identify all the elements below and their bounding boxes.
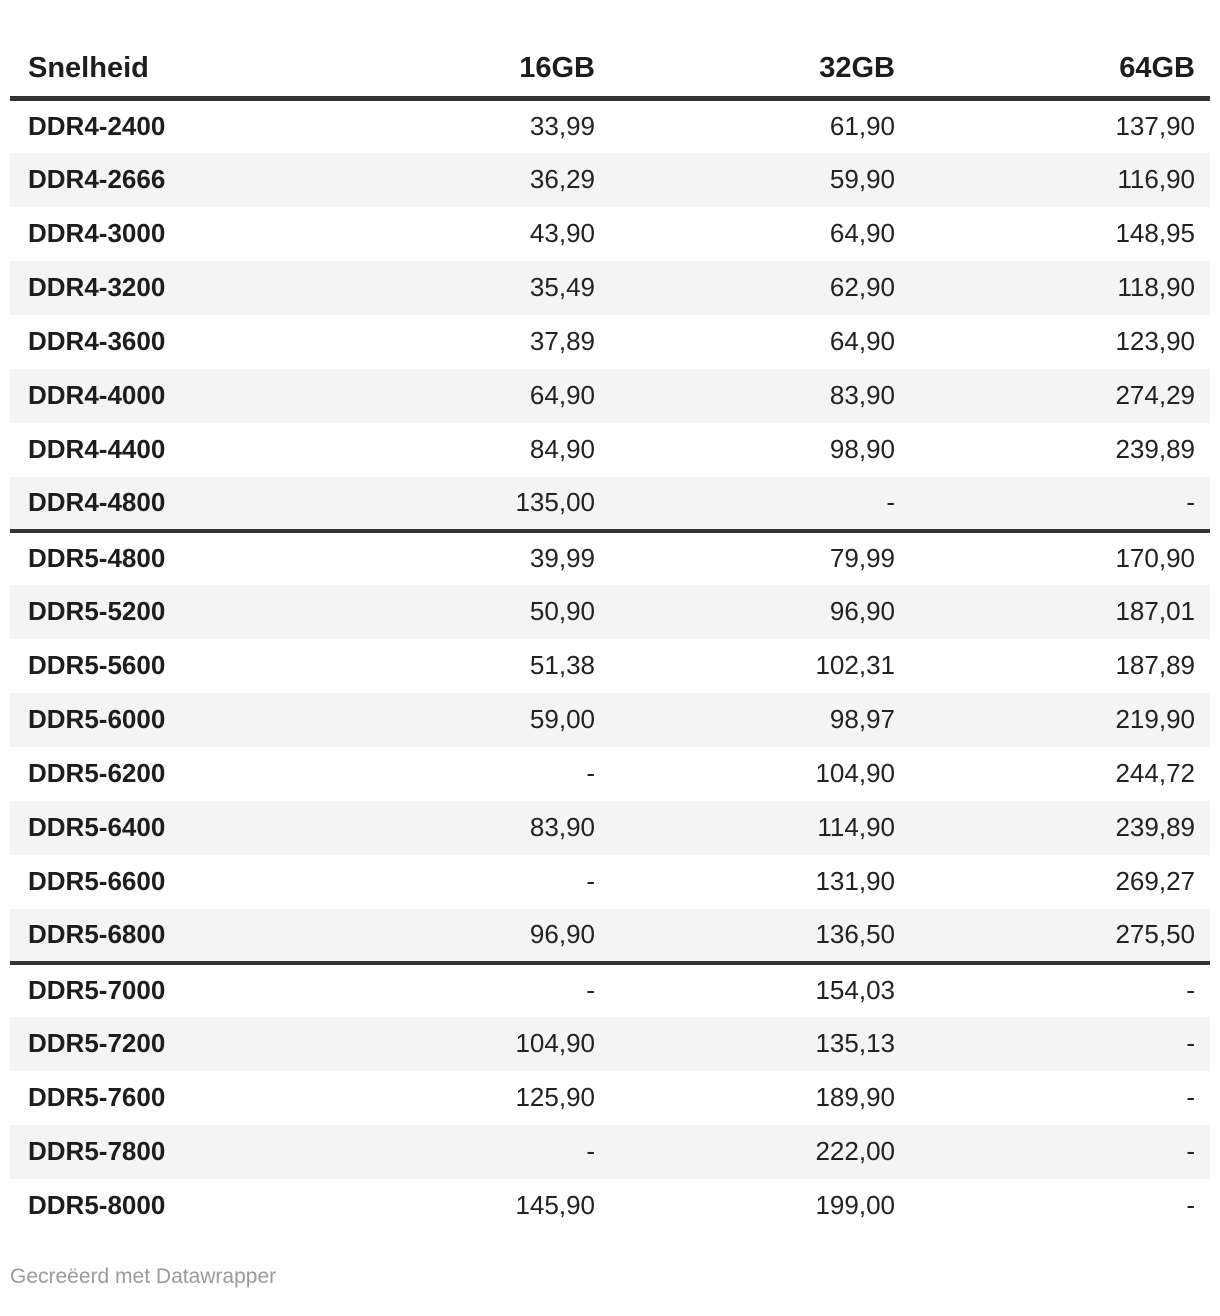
table-row xyxy=(10,99,1210,153)
price-cell: 98,97 xyxy=(829,704,895,734)
price-cell: 189,90 xyxy=(815,1082,895,1112)
datawrapper-link[interactable]: Datawrapper xyxy=(155,1264,277,1288)
row-label: DDR4-3600 xyxy=(28,326,166,356)
price-cell: 64,90 xyxy=(829,218,895,248)
price-cell: - xyxy=(1186,1082,1195,1112)
price-cell: 61,90 xyxy=(829,111,895,142)
price-cell: 37,89 xyxy=(529,326,595,356)
price-cell: 96,90 xyxy=(529,919,595,949)
price-cell: - xyxy=(586,1136,595,1166)
price-cell: 187,89 xyxy=(1115,650,1195,680)
row-label: DDR5-6400 xyxy=(28,812,166,842)
row-label: DDR4-3000 xyxy=(28,218,166,248)
price-cell: 118,90 xyxy=(1117,272,1195,302)
price-cell: 154,03 xyxy=(610,963,910,1017)
row-label: DDR5-6000 xyxy=(28,704,166,734)
price-cell: 274,29 xyxy=(1115,380,1195,410)
price-cell: 269,27 xyxy=(1115,866,1195,896)
price-cell: 239,89 xyxy=(1115,434,1195,464)
price-cell: - xyxy=(586,758,595,788)
table-row xyxy=(10,369,1210,423)
row-label: DDR5-6200 xyxy=(28,758,166,788)
price-cell: 135,13 xyxy=(815,1028,895,1058)
price-cell: - xyxy=(886,487,895,517)
table-row xyxy=(10,207,1210,261)
column-header-64gb: 64GB xyxy=(910,40,1210,99)
price-cell: 50,90 xyxy=(529,596,595,626)
table-row xyxy=(10,585,1210,639)
price-cell: 43,90 xyxy=(529,218,595,248)
table-row xyxy=(10,315,1210,369)
price-cell: - xyxy=(1186,1136,1195,1166)
row-label: DDR5-4800 xyxy=(10,531,310,585)
row-label: DDR5-8000 xyxy=(28,1190,166,1220)
table-row xyxy=(10,1071,1210,1125)
column-header-16gb: 16GB xyxy=(310,40,610,99)
price-cell: 145,90 xyxy=(515,1190,595,1220)
price-cell: 137,90 xyxy=(1115,111,1195,142)
price-cell: - xyxy=(586,866,595,896)
price-cell: 219,90 xyxy=(1115,704,1195,734)
price-cell: 123,90 xyxy=(1115,326,1195,356)
table-row xyxy=(10,639,1210,693)
table-row xyxy=(10,855,1210,909)
price-cell: - xyxy=(1186,1028,1195,1058)
price-cell: 148,95 xyxy=(1115,218,1195,248)
row-label: DDR4-2666 xyxy=(28,164,166,194)
price-cell: - xyxy=(310,963,610,1017)
table-row xyxy=(10,1179,1210,1233)
table-row xyxy=(10,801,1210,855)
price-cell: 244,72 xyxy=(1115,758,1195,788)
price-cell: 104,90 xyxy=(515,1028,595,1058)
price-cell: 84,90 xyxy=(529,434,595,464)
price-cell: 62,90 xyxy=(829,272,895,302)
price-cell: 239,89 xyxy=(1115,812,1195,842)
table-row xyxy=(10,747,1210,801)
price-cell: 51,38 xyxy=(529,650,595,680)
row-label: DDR5-7200 xyxy=(28,1028,166,1058)
price-cell: 83,90 xyxy=(829,380,895,410)
price-cell: 136,50 xyxy=(815,919,895,949)
price-cell: 39,99 xyxy=(310,531,610,585)
price-cell: 131,90 xyxy=(815,866,895,896)
price-cell: - xyxy=(1186,487,1195,517)
table-header xyxy=(10,40,1210,99)
ram-price-table xyxy=(10,40,1210,1233)
price-cell: 64,90 xyxy=(529,380,595,410)
price-cell: 116,90 xyxy=(1117,164,1195,194)
price-cell: 59,90 xyxy=(829,164,895,194)
row-label: DDR5-6800 xyxy=(28,919,166,949)
price-cell: 170,90 xyxy=(910,531,1210,585)
header-row xyxy=(10,40,1210,99)
row-label: DDR4-4400 xyxy=(28,434,166,464)
price-cell: 35,49 xyxy=(529,272,595,302)
table-row xyxy=(10,153,1210,207)
table-row xyxy=(10,1125,1210,1179)
price-cell: 64,90 xyxy=(829,326,895,356)
table-row xyxy=(10,423,1210,477)
price-cell: 187,01 xyxy=(1115,596,1195,626)
column-header-snelheid: Snelheid xyxy=(10,40,310,99)
price-cell: 125,90 xyxy=(515,1082,595,1112)
price-cell: 114,90 xyxy=(817,812,895,842)
table-row xyxy=(10,963,1210,1017)
price-cell: - xyxy=(910,963,1210,1017)
table-row xyxy=(10,909,1210,963)
price-cell: 275,50 xyxy=(1115,919,1195,949)
price-cell: 135,00 xyxy=(515,487,595,517)
row-label: DDR4-4800 xyxy=(28,487,166,517)
table-row xyxy=(10,531,1210,585)
price-cell: 59,00 xyxy=(529,704,595,734)
attribution xyxy=(10,1265,1210,1289)
row-label: DDR4-2400 xyxy=(28,111,166,142)
price-cell: 199,00 xyxy=(815,1190,895,1220)
price-cell: 104,90 xyxy=(815,758,895,788)
column-header-32gb: 32GB xyxy=(610,40,910,99)
price-cell: 98,90 xyxy=(829,434,895,464)
price-cell: 222,00 xyxy=(815,1136,895,1166)
row-label: DDR4-4000 xyxy=(28,380,166,410)
row-label: DDR5-5600 xyxy=(28,650,166,680)
table-row xyxy=(10,477,1210,531)
table-row xyxy=(10,261,1210,315)
row-label: DDR5-5200 xyxy=(28,596,166,626)
row-label: DDR4-3200 xyxy=(28,272,166,302)
table-row xyxy=(10,693,1210,747)
row-label: DDR5-7000 xyxy=(10,963,310,1017)
price-cell: - xyxy=(1186,1190,1195,1220)
price-cell: 83,90 xyxy=(529,812,595,842)
price-cell: 79,99 xyxy=(610,531,910,585)
price-cell: 36,29 xyxy=(529,164,595,194)
row-label: DDR5-6600 xyxy=(28,866,166,896)
row-label: DDR5-7600 xyxy=(28,1082,166,1112)
attribution-text: Gecreëerd met xyxy=(10,1264,156,1288)
price-cell: 96,90 xyxy=(829,596,895,626)
table-body xyxy=(10,99,1210,1233)
row-label: DDR5-7800 xyxy=(28,1136,166,1166)
table-row xyxy=(10,1017,1210,1071)
price-cell: 33,99 xyxy=(529,111,595,142)
price-cell: 102,31 xyxy=(815,650,895,680)
